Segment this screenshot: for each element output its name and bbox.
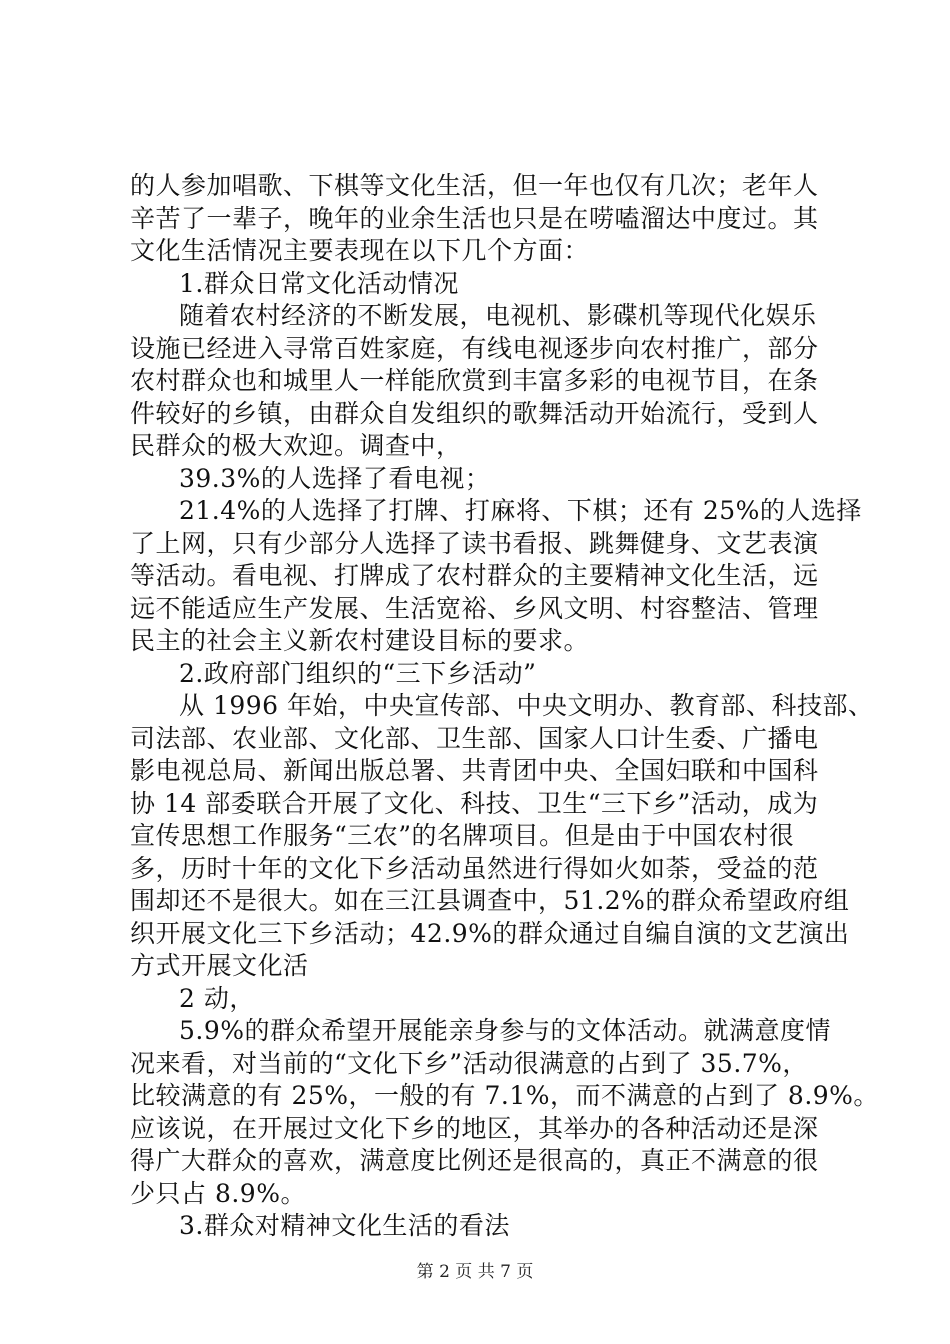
text-line: 5.9%的群众希望开展能亲身参与的文体活动。就满意度情 <box>179 1016 832 1045</box>
text-line: 民主的社会主义新农村建设目标的要求。 <box>130 626 590 655</box>
text-line: 宣传思想工作服务“三农”的名牌项目。但是由于中国农村很 <box>130 821 795 850</box>
text-line: 比较满意的有 25%，一般的有 7.1%，而不满意的占到了 8.9%。 <box>130 1081 879 1110</box>
text-line: 方式开展文化活 <box>130 951 309 980</box>
text-line: 设施已经进入寻常百姓家庭，有线电视逐步向农村推广，部分 <box>130 333 819 363</box>
text-line: 随着农村经济的不断发展，电视机、影碟机等现代化娱乐 <box>179 301 817 330</box>
text-line: 的人参加唱歌、下棋等文化生活，但一年也仅有几次；老年人 <box>130 171 819 200</box>
text-line: 少只占 8.9%。 <box>130 1178 306 1208</box>
text-line: 司法部、农业部、文化部、卫生部、国家人口计生委、广播电 <box>130 723 819 753</box>
text-line: 了上网，只有少部分人选择了读书看报、跳舞健身、文艺表演 <box>130 528 819 558</box>
text-line: 民群众的极大欢迎。调查中， <box>130 431 462 460</box>
text-line: 协 14 部委联合开展了文化、科技、卫生“三下乡”活动，成为 <box>130 788 819 818</box>
text-line: 辛苦了一辈子，晚年的业余生活也只是在唠嗑溜达中度过。其 <box>130 203 819 233</box>
text-line: 得广大群众的喜欢，满意度比例还是很高的，真正不满意的很 <box>130 1146 819 1175</box>
text-line: 多，历时十年的文化下乡活动虽然进行得如火如荼，受益的范 <box>130 853 819 883</box>
text-line: 围却还不是很大。如在三江县调查中，51.2%的群众希望政府组 <box>130 886 850 915</box>
text-line: 影电视总局、新闻出版总署、共青团中央、全国妇联和中国科 <box>130 756 819 785</box>
text-line: 21.4%的人选择了打牌、打麻将、下棋；还有 25%的人选择 <box>179 496 862 525</box>
page-number-footer: 第 2 页 共 7 页 <box>416 1262 534 1282</box>
text-line: 等活动。看电视、打牌成了农村群众的主要精神文化生活，远 <box>130 561 819 590</box>
text-line: 2 动， <box>179 983 255 1013</box>
text-line: 39.3%的人选择了看电视； <box>179 463 491 493</box>
section-heading-2: 2.政府部门组织的“三下乡活动” <box>179 658 537 688</box>
text-line: 远不能适应生产发展、生活宽裕、乡风文明、村容整洁、管理 <box>130 593 819 623</box>
text-line: 织开展文化三下乡活动；42.9%的群众通过自编自演的文艺演出 <box>130 918 850 948</box>
section-heading-1: 1.群众日常文化活动情况 <box>179 268 459 298</box>
text-line: 况来看，对当前的“文化下乡”活动很满意的占到了 35.7%， <box>130 1048 808 1078</box>
text-line: 件较好的乡镇，由群众自发组织的歌舞活动开始流行，受到人 <box>130 398 819 428</box>
text-line: 农村群众也和城里人一样能欣赏到丰富多彩的电视节目，在条 <box>130 366 819 395</box>
text-line: 从 1996 年始，中央宣传部、中央文明办、教育部、科技部、 <box>179 691 874 720</box>
text-line: 文化生活情况主要表现在以下几个方面： <box>130 236 590 265</box>
section-heading-3: 3.群众对精神文化生活的看法 <box>179 1211 510 1240</box>
text-line: 应该说，在开展过文化下乡的地区，其举办的各种活动还是深 <box>130 1113 819 1143</box>
document-body <box>130 170 879 1243</box>
